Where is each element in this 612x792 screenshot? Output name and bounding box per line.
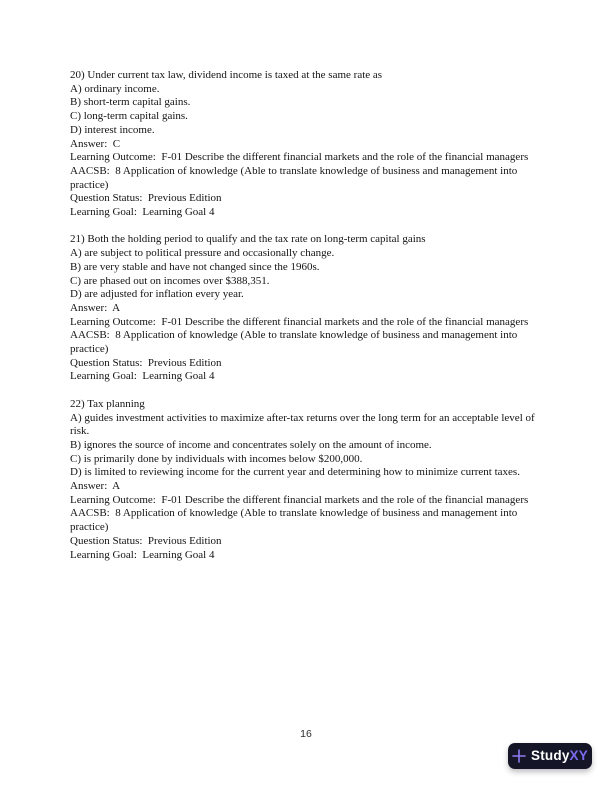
plus-icon [512, 749, 526, 763]
question-stem: 20) Under current tax law, dividend income is taxed at the same rate as [70, 69, 383, 81]
aacsb-line: AACSB: 8 Application of knowledge (Able to translate knowledge of business and management into practice) [70, 164, 521, 191]
learning-outcome-line: Learning Outcome: F-01 Describe the different financial markets and the role of the financial managers [70, 315, 529, 328]
brand-name-primary: Study [531, 748, 570, 764]
learning-outcome-line: Learning Outcome: F-01 Describe the different financial markets and the role of the financial managers [70, 151, 529, 164]
aacsb-line: AACSB: 8 Application of knowledge (Able to translate knowledge of business and management into practice) [70, 507, 521, 534]
brand-name [531, 749, 588, 763]
question-status-line: Question Status: Previous Edition [70, 192, 222, 205]
question-block-21 [70, 233, 541, 384]
answer-line: Answer: C [70, 137, 121, 150]
question-stem: 21) Both the holding period to qualify and the tax rate on long-term capital gains [70, 233, 426, 246]
page-number: 16 [300, 728, 312, 740]
choice-c: C) are phased out on incomes over $388,351. [70, 274, 270, 287]
question-status-line: Question Status: Previous Edition [70, 534, 222, 547]
learning-goal-line: Learning Goal: Learning Goal 4 [70, 370, 215, 383]
question-status-line: Question Status: Previous Edition [70, 356, 222, 369]
question-stem: 22) Tax planning [70, 397, 145, 410]
choice-d: D) interest income. [70, 123, 155, 136]
choice-b: B) short-term capital gains. [70, 96, 191, 109]
learning-goal-line: Learning Goal: Learning Goal 4 [70, 206, 215, 219]
question-block-22 [70, 398, 541, 562]
learning-goal-line: Learning Goal: Learning Goal 4 [70, 548, 215, 561]
aacsb-line: AACSB: 8 Application of knowledge (Able to translate knowledge of business and management into practice) [70, 329, 521, 356]
choice-d: D) is limited to reviewing income for the current year and determining how to minimize current taxes. [70, 466, 520, 479]
question-list [70, 69, 541, 576]
brand-name-accent: XY [569, 748, 588, 764]
answer-line: Answer: A [70, 480, 121, 493]
studyxy-badge[interactable] [508, 743, 592, 769]
choice-a: A) guides investment activities to maximize after-tax returns over the long term for an acceptable level of risk. [70, 411, 538, 438]
choice-a: A) ordinary income. [70, 82, 160, 95]
choice-b: B) are very stable and have not changed since the 1960s. [70, 260, 320, 273]
choice-d: D) are adjusted for inflation every year. [70, 288, 244, 301]
answer-line: Answer: A [70, 301, 121, 314]
learning-outcome-line: Learning Outcome: F-01 Describe the different financial markets and the role of the financial managers [70, 493, 529, 506]
choice-c: C) is primarily done by individuals with incomes below $200,000. [70, 452, 363, 465]
choice-c: C) long-term capital gains. [70, 110, 188, 123]
choice-b: B) ignores the source of income and concentrates solely on the amount of income. [70, 438, 432, 451]
choice-a: A) are subject to political pressure and occasionally change. [70, 247, 335, 260]
question-block-20 [70, 69, 541, 220]
